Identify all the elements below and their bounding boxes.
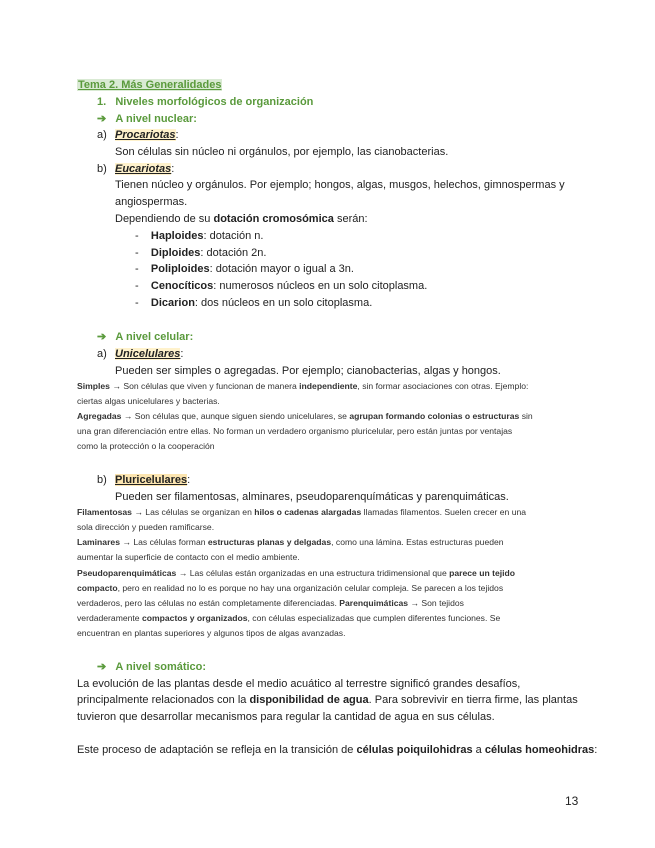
note-pseudoparenquimaticas: Pseudoparenquimáticas → Las células están organizadas en una estructura tridimensional que parece un tejido	[77, 568, 516, 578]
list-item: - Dicarion: dos núcleos en un solo citoplasma.	[135, 297, 373, 309]
paragraph: Pueden ser simples o agregadas. Por ejemplo; cianobacterias, algas y hongos.	[115, 365, 501, 377]
page-title: Tema 2. Más Generalidades	[78, 79, 222, 91]
paragraph: Dependiendo de su dotación cromosómica serán:	[115, 213, 368, 225]
term-unicelulares: Unicelulares:	[115, 348, 184, 360]
paragraph: Son células sin núcleo ni orgánulos, por ejemplo, las cianobacterias.	[115, 146, 449, 158]
paragraph: Tienen núcleo y orgánulos. Por ejemplo; hongos, algas, musgos, helechos, gimnospermas y	[115, 179, 565, 191]
term-procariotas: Procariotas:	[115, 129, 179, 141]
paragraph: La evolución de las plantas desde el medio acuático al terrestre significó grandes desafíos,	[77, 678, 521, 690]
subheading-cellular: ➔ A nivel celular:	[97, 331, 194, 343]
note-simples: ciertas algas unicelulares y bacterias.	[77, 396, 220, 406]
list-item: b)	[97, 163, 107, 175]
paragraph: tuvieron que desarrollar mecanismos para regular la cantidad de agua en sus células.	[77, 711, 495, 723]
list-item: b)	[97, 474, 107, 486]
list-item: a)	[97, 129, 107, 141]
note-agregadas: como la protección o la cooperación	[77, 441, 215, 451]
arrow-icon: ➔	[97, 113, 107, 125]
note-laminares: aumentar la superficie de contacto con el medio ambiente.	[77, 552, 300, 562]
arrow-icon: ➔	[97, 661, 107, 673]
note-filamentosas: sola dirección y pueden ramificarse.	[77, 522, 215, 532]
note-parenquimaticas: encuentran en plantas superiores y algunos tipos de algas avanzadas.	[77, 628, 346, 638]
paragraph: Pueden ser filamentosas, alminares, pseudoparenquímáticas y parenquimáticas.	[115, 491, 509, 503]
note-agregadas: Agregadas → Son células que, aunque siguen siendo unicelulares, se agrupan formando colonias o estructuras sin	[77, 411, 533, 421]
page-number: 13	[565, 794, 579, 808]
arrow-icon: ➔	[97, 331, 107, 343]
list-item: - Diploides: dotación 2n.	[135, 247, 267, 259]
note-parenquimaticas: verdaderos, pero las células no están completamente diferenciadas. Parenquimáticas → Son tejidos	[77, 598, 464, 608]
note-laminares: Laminares → Las células forman estructuras planas y delgadas, como una lámina. Estas estructuras pueden	[77, 537, 504, 547]
term-eucariotas: Eucariotas:	[115, 163, 175, 175]
paragraph: principalmente relacionados con la disponibilidad de agua. Para sobrevivir en tierra firme, las plantas	[77, 694, 578, 706]
list-item: - Haploides: dotación n.	[135, 230, 264, 242]
note-agregadas: una gran diferenciación entre ellas. No forman un verdadero organismo pluricelular, pero están juntas por ventajas	[77, 426, 513, 436]
paragraph: Este proceso de adaptación se refleja en la transición de células poiquilohidras a células homeohidras:	[77, 744, 598, 756]
note-filamentosas: Filamentosas → Las células se organizan en hilos o cadenas alargadas llamadas filamentos. Suelen crecer en una	[77, 507, 527, 517]
subheading-nuclear: ➔ A nivel nuclear:	[97, 113, 197, 125]
subheading-somatic: ➔ A nivel somático:	[97, 661, 207, 673]
list-item: - Cenocíticos: numerosos núcleos en un solo citoplasma.	[135, 280, 428, 292]
list-item: a)	[97, 348, 107, 360]
note-pseudoparenquimaticas: compacto, pero en realidad no lo es porque no hay una organización celular compleja. Se parecen a los tejidos	[77, 583, 504, 593]
term-pluricelulares: Pluricelulares:	[115, 474, 191, 486]
section-heading: 1. Niveles morfológicos de organización	[97, 96, 314, 108]
list-item: - Poliploides: dotación mayor o igual a 3n.	[135, 263, 354, 275]
paragraph: angiospermas.	[115, 196, 188, 208]
note-parenquimaticas: verdaderamente compactos y organizados, con células especializadas que cumplen diferentes funciones. Se	[77, 613, 501, 623]
note-simples: Simples → Son células que viven y funcionan de manera independiente, sin formar asociaciones con otras. Ejemplo:	[77, 381, 529, 391]
